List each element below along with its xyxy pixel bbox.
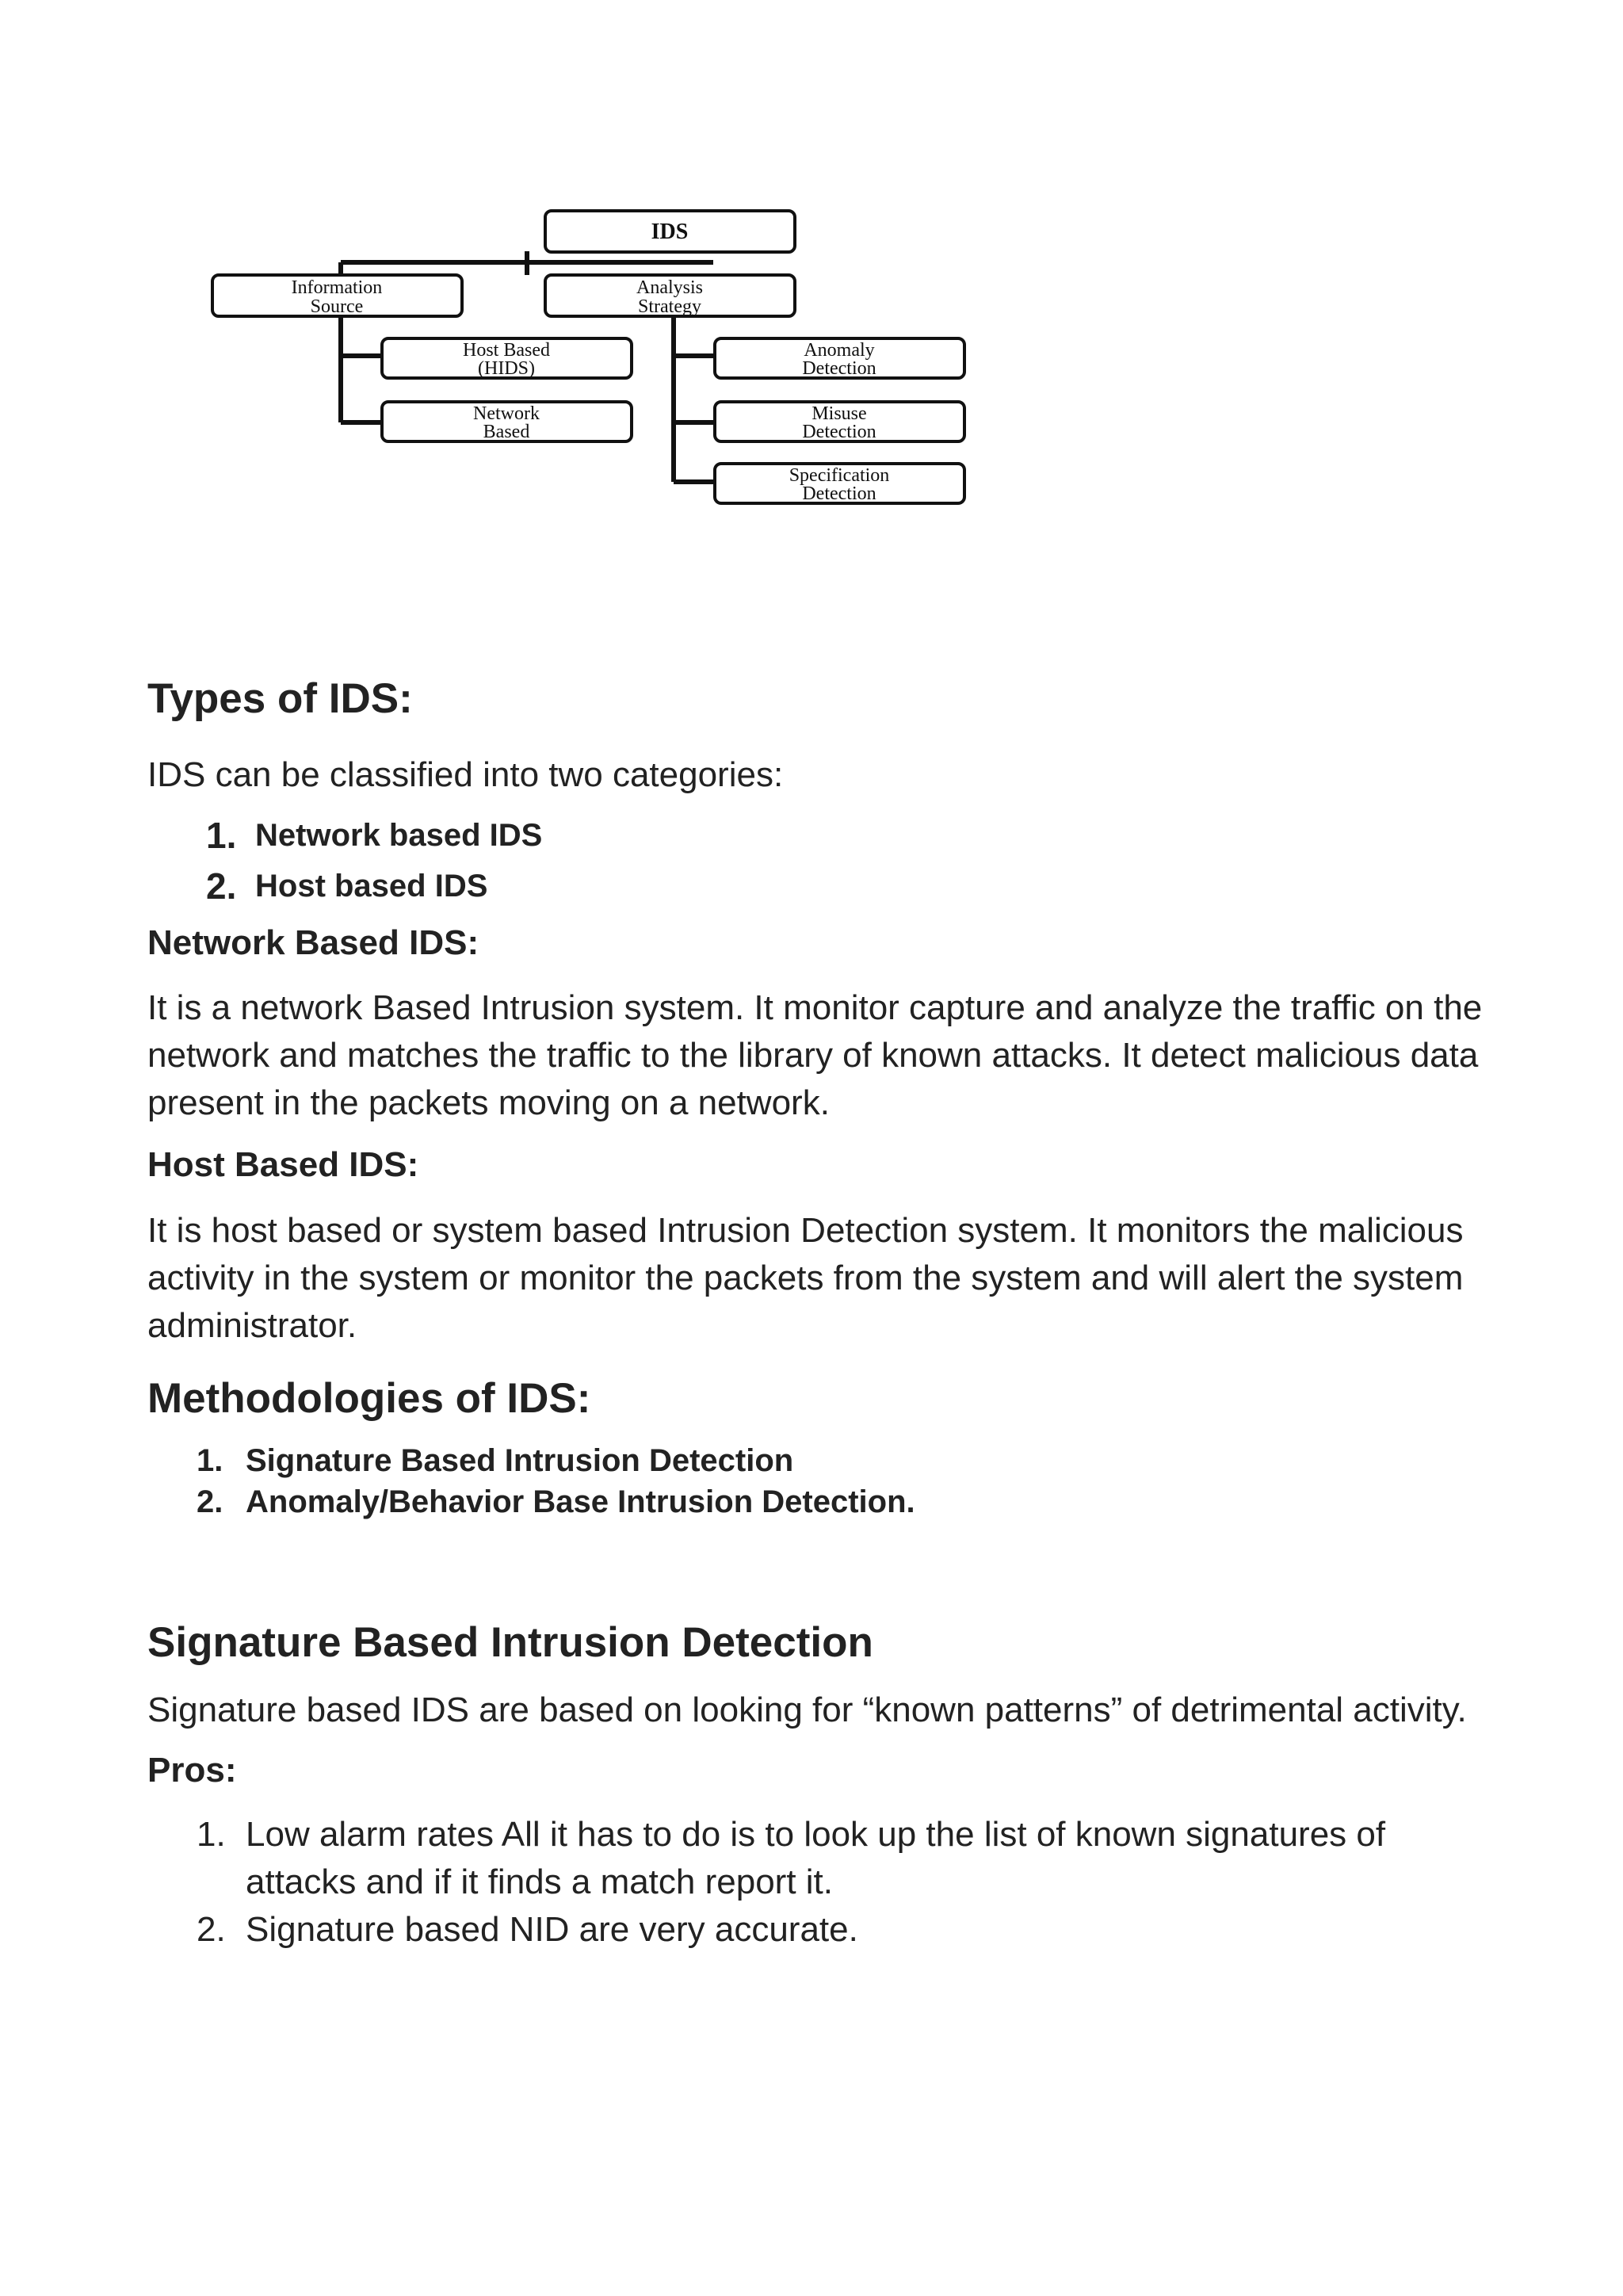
svg-text:Information: Information	[291, 277, 383, 298]
signature-heading: Signature Based Intrusion Detection	[147, 1618, 873, 1666]
list-item: 2. Host based IDS	[206, 865, 488, 907]
list-item: 1. Low alarm rates All it has to do is to look up the list of known signatures of attacks and if it finds a match report it.	[197, 1815, 1386, 1902]
svg-text:Strategy: Strategy	[638, 296, 701, 317]
host-body: It is host based or system based Intrusion Detection system. It monitors the malicious activity in the system or monitor the packets from the system and will alert the system administrator.	[147, 1211, 1464, 1346]
svg-text:Source: Source	[310, 296, 364, 317]
methodologies-heading: Methodologies of IDS:	[147, 1375, 591, 1423]
methodologies-list	[147, 1440, 1495, 1522]
list-item: 2. Anomaly/Behavior Base Intrusion Detection.	[197, 1484, 915, 1519]
network-body: It is a network Based Intrusion system. It monitor capture and analyze the traffic on the network and matches the traffic to the library of known attacks. It detect malicious data present in the packets moving on a network.	[147, 988, 1483, 1123]
svg-text:(HIDS): (HIDS)	[478, 358, 535, 379]
list-item: 1. Signature Based Intrusion Detection	[197, 1442, 794, 1478]
types-intro: IDS can be classified into two categories:	[147, 755, 784, 794]
svg-text:Detection: Detection	[802, 422, 876, 442]
svg-text:Specification: Specification	[789, 465, 890, 486]
svg-text:Host Based: Host Based	[463, 340, 550, 361]
list-item: 1. Network based IDS	[206, 814, 543, 856]
network-heading: Network Based IDS:	[147, 923, 479, 962]
types-list	[147, 810, 1495, 911]
svg-text:Anomaly: Anomaly	[804, 340, 875, 361]
svg-text:Detection: Detection	[802, 483, 876, 504]
signature-body: Signature based IDS are based on looking for “known patterns” of detrimental activity.	[147, 1690, 1467, 1730]
svg-text:Analysis: Analysis	[636, 277, 703, 298]
types-heading: Types of IDS:	[147, 675, 413, 722]
svg-text:Network: Network	[473, 403, 540, 424]
pros-heading: Pros:	[147, 1751, 237, 1790]
svg-text:Detection: Detection	[802, 358, 876, 379]
list-item: 2. Signature based NID are very accurate.	[197, 1910, 858, 1950]
svg-text:Misuse: Misuse	[812, 403, 867, 424]
pros-list	[147, 1811, 1495, 1954]
svg-text:Based: Based	[483, 422, 530, 442]
ids-root-label: IDS	[651, 220, 689, 244]
ids-classification-diagram	[206, 202, 999, 519]
host-heading: Host Based IDS:	[147, 1145, 419, 1185]
document-body	[147, 674, 1495, 1954]
